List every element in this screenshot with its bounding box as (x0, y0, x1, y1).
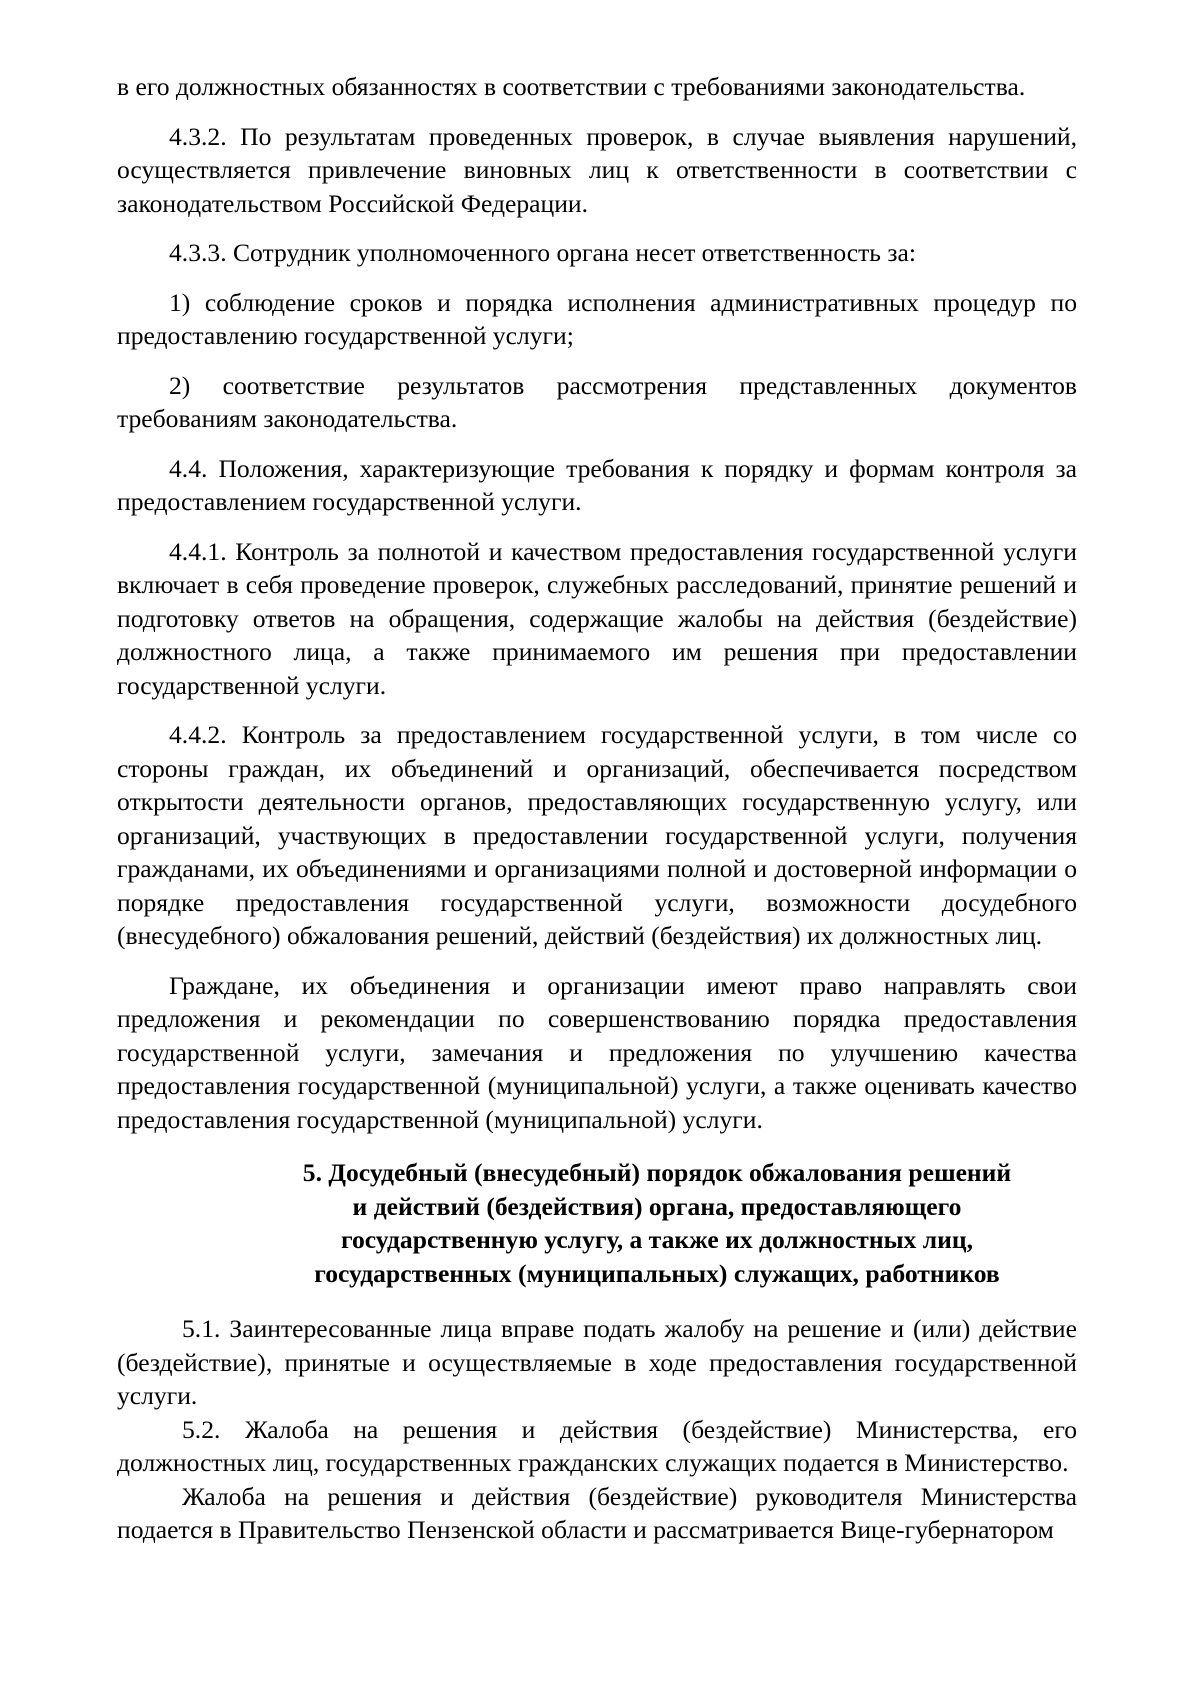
paragraph-continuation: в его должностных обязанностях в соответствии с требованиями законодательства. (117, 72, 1026, 101)
heading-line-1: 5. Досудебный (внесудебный) порядок обжалования решений (302, 1158, 1012, 1187)
heading-line-2: и действий (бездействия) органа, предоставляющего (352, 1191, 962, 1221)
paragraph-complaint-head: Жалоба на решения и действия (бездействие) руководителя Министерства подается в Правительство Пензенской области и рассматривается Вице-губернатором (117, 1481, 1077, 1544)
paragraph-4-4-1: 4.4.1. Контроль за полнотой и качеством предоставления государственной услуги включает в себя проведение проверок, служебных расследований, принятие решений и подготовку ответов на обращения, содержащие жалобы на действия (бездействие) должностного лица, а также принимаемого им решения при предоставлении государственной услуги. (117, 536, 1077, 700)
document-body (117, 70, 1077, 1547)
paragraph-4-3-3: 4.3.3. Сотрудник уполномоченного органа несет ответственность за: (169, 238, 916, 267)
paragraph-citizens: Граждане, их объединения и организации имеют право направлять свои предложения и рекомендации по совершенствованию порядка предоставления государственной услуги, замечания и предложения по улучшению качества предоставления государственной (муниципальной) услуги, а также оценивать качество предоставления государственной (муниципальной) услуги. (117, 970, 1077, 1134)
list-item-1: 1) соблюдение сроков и порядка исполнения административных процедур по предоставлению государственной услуги; (117, 287, 1077, 350)
paragraph-4-3-2: 4.3.2. По результатам проведенных проверок, в случае выявления нарушений, осуществляется привлечение виновных лиц к ответственности в соответствии с законодательством Российской Федерации. (117, 121, 1077, 218)
heading-line-3: государственную услугу, а также их должностных лиц, (340, 1225, 974, 1254)
paragraph-5-2: 5.2. Жалоба на решения и действия (бездействие) Министерства, его должностных лиц, государственных гражданских служащих подается в Министерство. (117, 1414, 1077, 1477)
paragraph-5-1: 5.1. Заинтересованные лица вправе подать жалобу на решение и (или) действие (бездействие), принятые и осуществляемые в ходе предоставления государственной услуги. (117, 1314, 1077, 1410)
list-item-2: 2) соответствие результатов рассмотрения представленных документов требованиям законодательства. (117, 370, 1077, 433)
paragraph-4-4-2: 4.4.2. Контроль за предоставлением государственной услуги, в том числе со стороны граждан, их объединений и организаций, обеспечивается посредством открытости деятельности органов, предоставляющих государственную услугу, или организаций, участвующих в предоставлении государственной услуги, получения гражданами, их объединениями и организациями полной и достоверной информации о порядке предоставления государственной услуги, возможности досудебного (внесудебного) обжалования решений, действий (бездействия) их должностных лиц. (117, 720, 1077, 950)
section-5-heading (117, 1156, 1077, 1290)
heading-line-4: государственных (муниципальных) служащих, работников (314, 1258, 1000, 1288)
paragraph-4-4: 4.4. Положения, характеризующие требования к порядку и формам контроля за предоставлением государственной услуги. (117, 453, 1077, 516)
